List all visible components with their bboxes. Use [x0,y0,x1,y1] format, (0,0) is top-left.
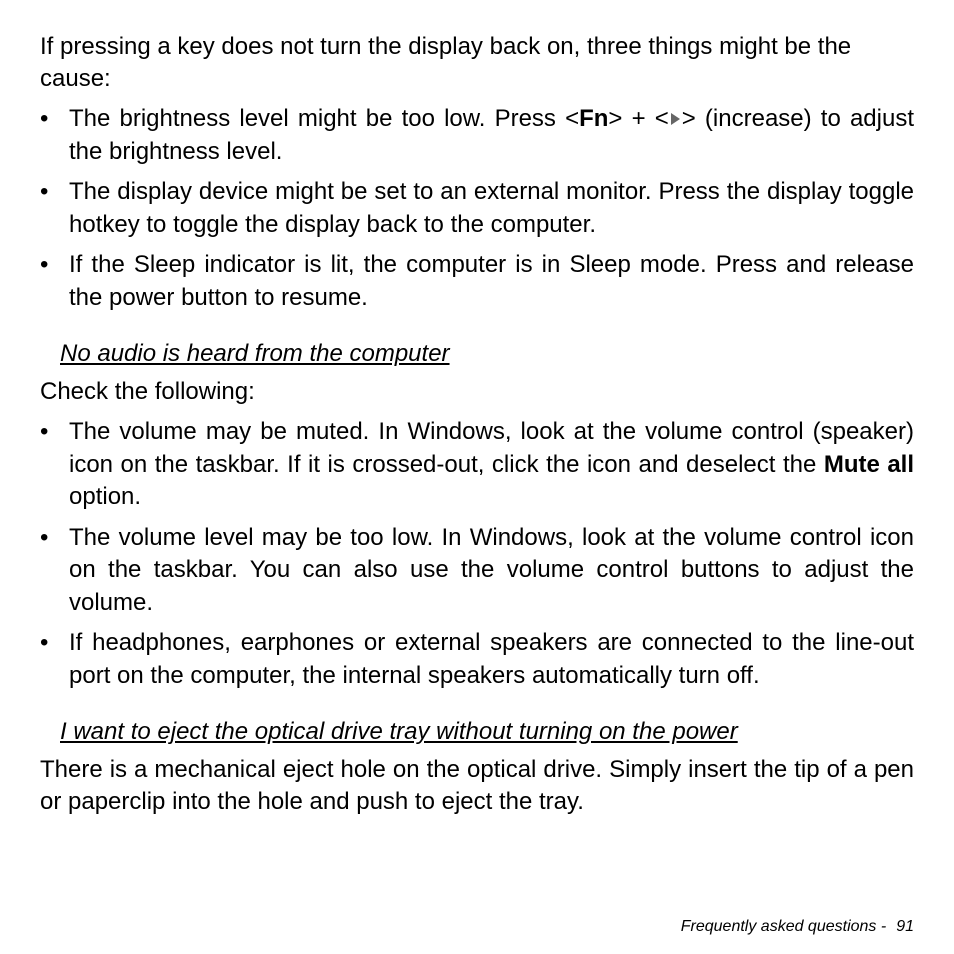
key-fn: Fn [579,105,609,132]
bullet: • [40,523,49,551]
page-footer [681,916,914,938]
list-item [40,627,914,692]
footer-label: Frequently asked questions - [680,918,887,935]
text-fragment: option. [69,483,142,510]
text-fragment: The brightness level might be too low. Press < [69,105,580,132]
display-causes-list [40,103,914,314]
section-heading-audio: No audio is heard from the computer [60,340,450,367]
eject-paragraph: There is a mechanical eject hole on the optical drive. Simply insert the tip of a pen or paperclip into the hole and push to eject the tray. [40,756,914,815]
brightness-increase-icon [671,113,680,125]
list-item [40,103,914,168]
list-item [40,249,914,314]
list-item-text: If the Sleep indicator is lit, the computer is in Sleep mode. Press and release the power button to resume. [69,251,914,311]
text-fragment: > + < [608,105,669,132]
section-heading-eject: I want to eject the optical drive tray without turning on the power [60,718,738,745]
audio-intro: Check the following: [40,378,255,405]
page-number: 91 [896,918,914,935]
bullet: • [40,178,49,205]
text-fragment: > (increase) to adjust the brightness level. [69,105,914,165]
text-fragment: The volume may be muted. In Windows, look at the volume control (speaker) icon on the taskbar. If it is crossed-out, click the icon and deselect the [69,418,914,478]
audio-checks-list [40,416,914,692]
option-name: Mute all [823,450,915,478]
list-item [40,176,914,241]
bullet: • [40,629,49,656]
list-item [40,522,914,620]
list-item-text: The display device might be set to an external monitor. Press the display toggle hotkey to toggle the display back to the computer. [69,178,914,238]
list-item [40,416,914,514]
bullet: • [40,105,49,132]
page-content [40,31,914,818]
list-item-text: If headphones, earphones or external speakers are connected to the line-out port on the computer, the internal speakers automatically turn off. [69,629,914,689]
bullet: • [40,251,49,278]
bullet: • [40,418,49,445]
list-item-text: The volume level may be too low. In Windows, look at the volume control icon on the taskbar. You can also use the volume control buttons to adjust the volume. [69,523,914,616]
intro-paragraph: If pressing a key does not turn the display back on, three things might be the cause: [40,33,852,92]
